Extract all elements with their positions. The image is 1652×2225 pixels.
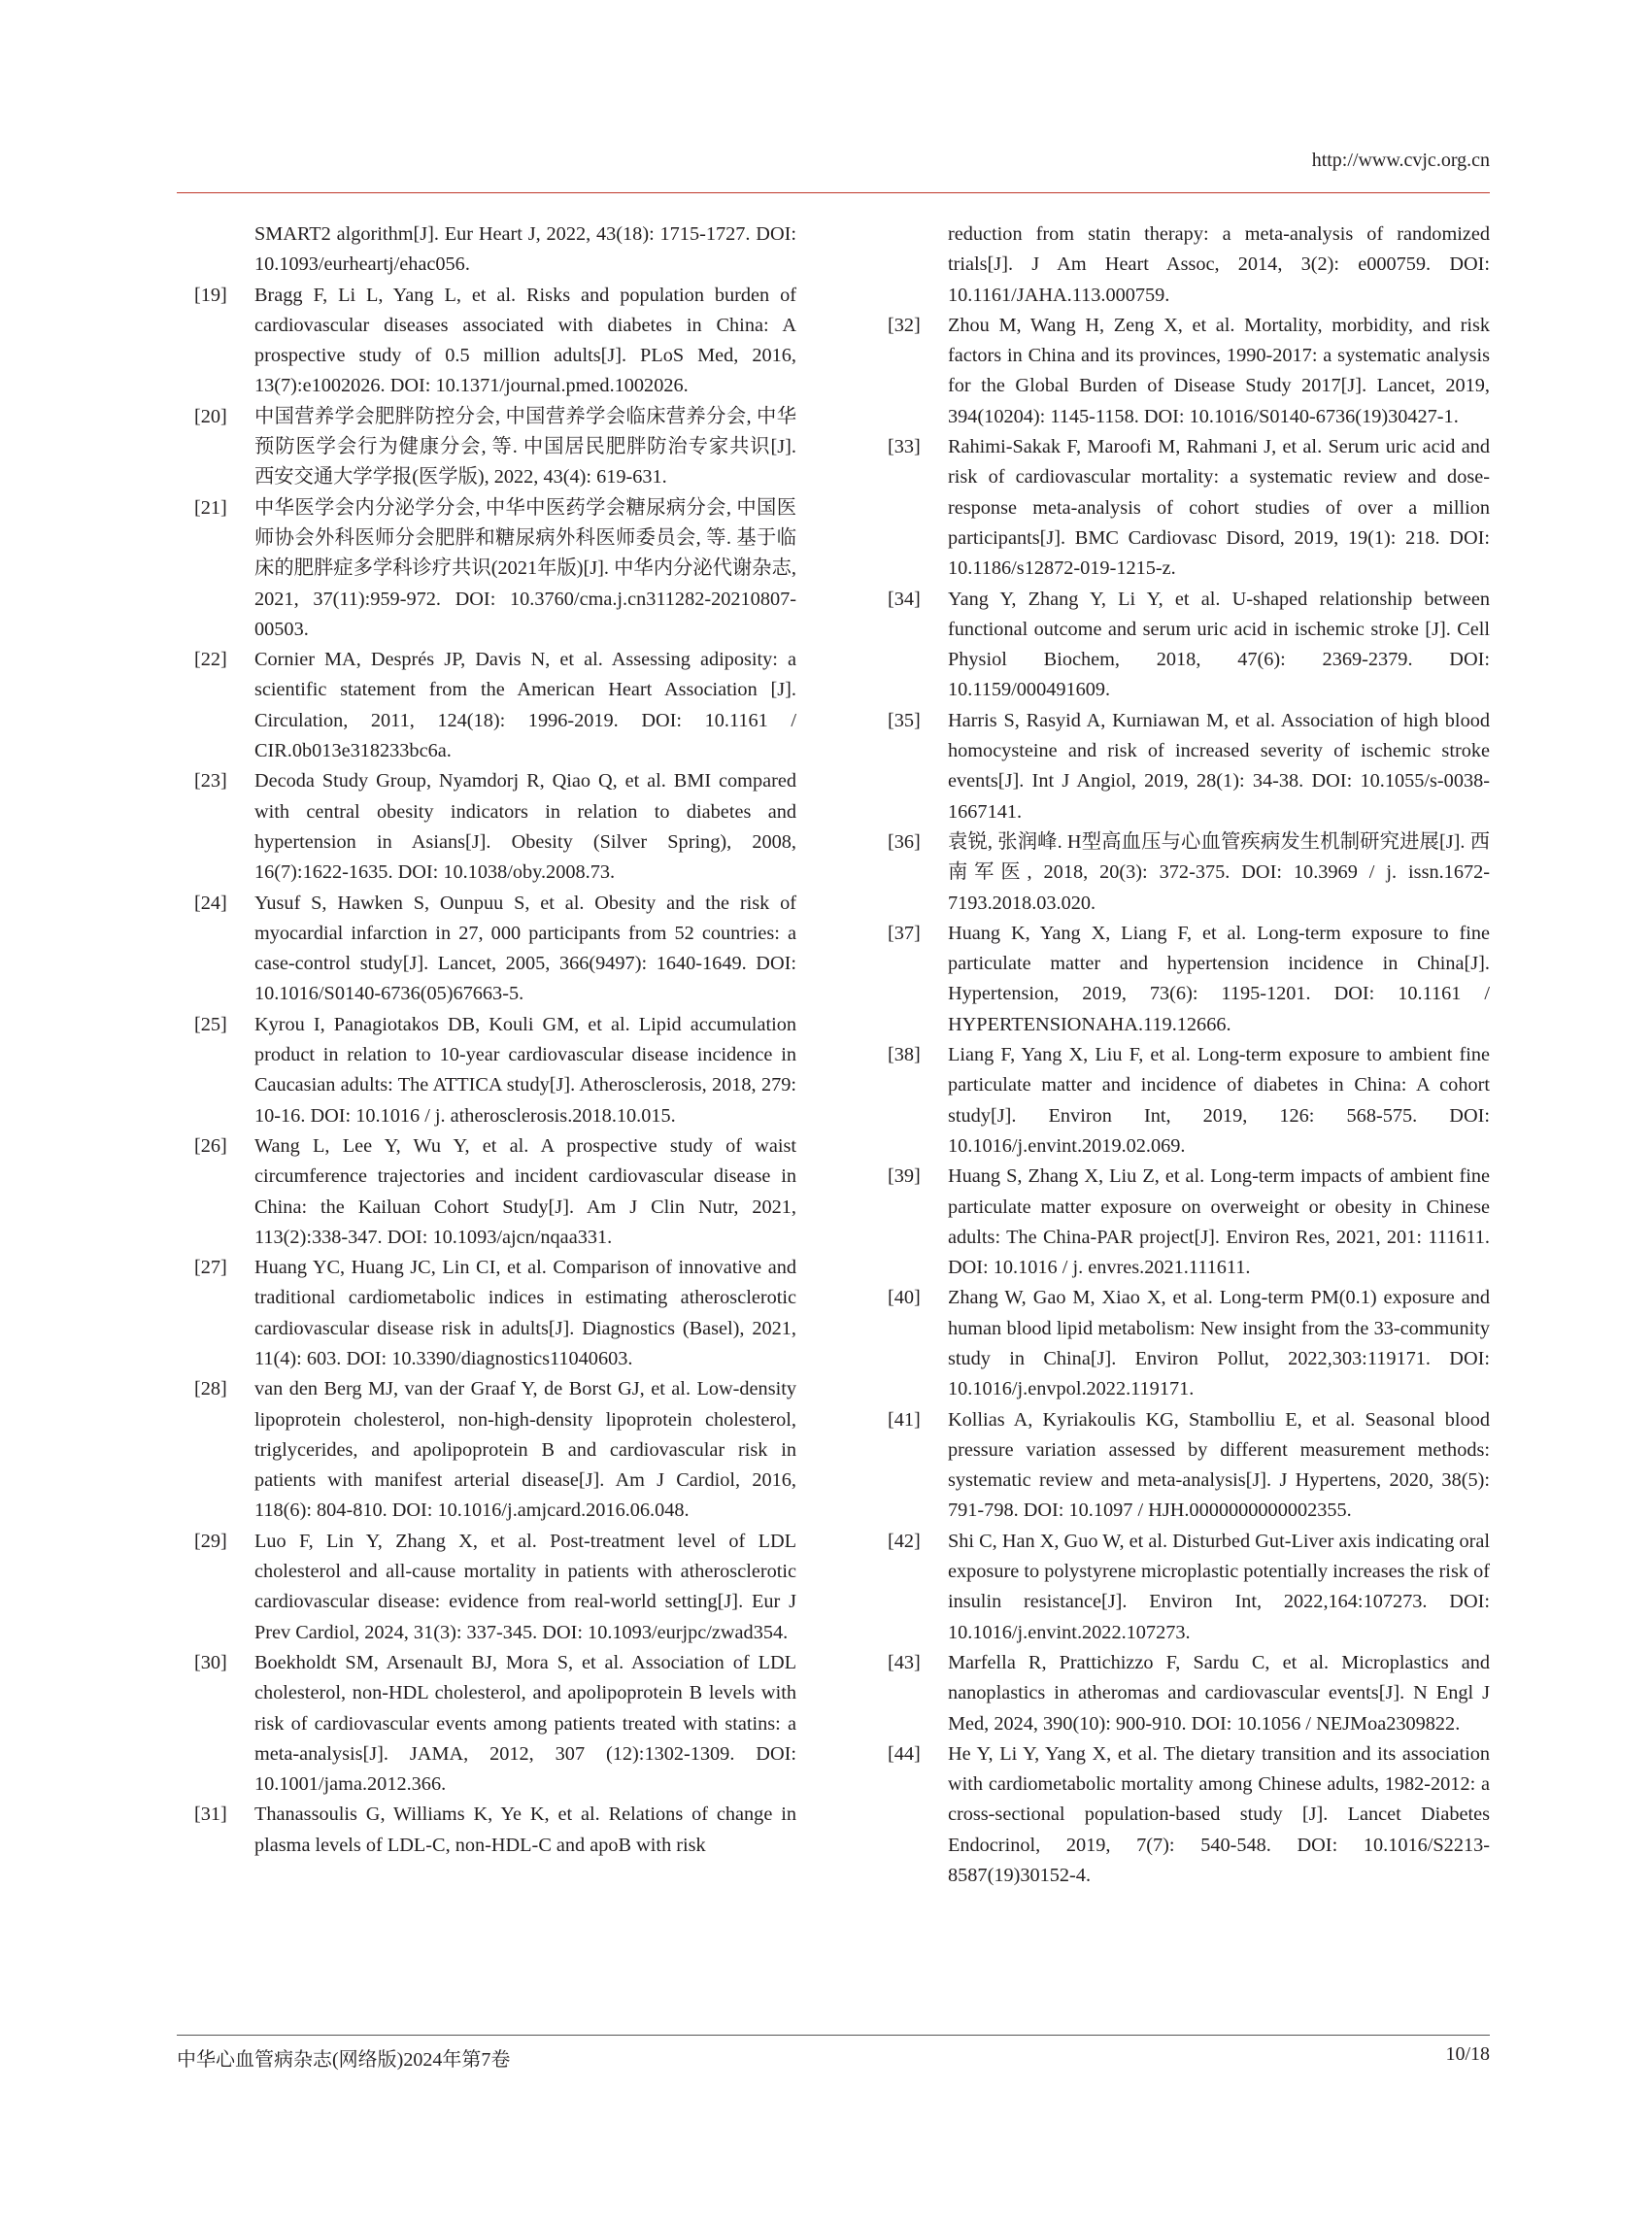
reference-number: [28] xyxy=(194,1378,227,1400)
reference-number: [21] xyxy=(194,496,227,519)
reference-item xyxy=(870,1283,1490,1404)
reference-number: [26] xyxy=(194,1134,227,1157)
reference-item xyxy=(870,1162,1490,1283)
reference-number: [27] xyxy=(194,1257,227,1279)
reference-number: [20] xyxy=(194,405,227,427)
reference-number: [30] xyxy=(194,1651,227,1673)
reference-number: [44] xyxy=(888,1742,921,1765)
reference-text: SMART2 algorithm[J]. Eur Heart J, 2022, 43(18): 1715-1727. DOI: 10.1093/eurheartj/ehac056. xyxy=(254,223,796,276)
reference-item xyxy=(177,1648,796,1800)
reference-number: [37] xyxy=(888,922,921,944)
reference-item xyxy=(870,919,1490,1040)
footer-page-number: 10/18 xyxy=(1445,2043,1490,2065)
reference-number: [23] xyxy=(194,770,227,792)
reference-text: Zhou M, Wang H, Zeng X, et al. Mortality, morbidity, and risk factors in China and its provinces, 1990-2017: a systematic analysis for the Global Burden of Disease Study 2017[J]. Lancet, 2019, 394(10204): 1145-1158. DOI: 10.1016/S0140-6736(19)30427-1. xyxy=(948,314,1490,427)
reference-text: Cornier MA, Després JP, Davis N, et al. Assessing adiposity: a scientific statement from the American Heart Association [J]. Circulation, 2011, 124(18): 1996-2019. DOI: 10.1161 / CIR.0b013e318233bc6a. xyxy=(254,649,796,762)
references-left-column xyxy=(177,219,796,1861)
reference-text: Huang S, Zhang X, Liu Z, et al. Long-term impacts of ambient fine particulate matter exposure on overweight or obesity in Chinese adults: The China-PAR project[J]. Environ Res, 2021, 201: 111611. DOI: 10.1016 / j. envres.2021.111611. xyxy=(948,1165,1490,1279)
reference-number: [42] xyxy=(888,1530,921,1552)
reference-number: [19] xyxy=(194,284,227,306)
reference-item xyxy=(177,1010,796,1131)
reference-item xyxy=(177,766,796,888)
reference-text: 中华医学会内分泌学分会, 中华中医药学会糖尿病分会, 中国医师协会外科医师分会肥胖和糖尿病外科医师委员会, 等. 基于临床的肥胖症多学科诊疗共识(2021年版)[J]. 中华内分泌代谢杂志, 2021, 37(11):959-972. DOI: 10.3760/cma.j.cn311282-20210807-00503. xyxy=(254,496,796,640)
reference-text: Marfella R, Prattichizzo F, Sardu C, et al. Microplastics and nanoplastics in atheromas and cardiovascular events[J]. N Engl J Med, 2024, 390(10): 900-910. DOI: 10.1056 / NEJMoa2309822. xyxy=(948,1651,1490,1735)
reference-text: 中国营养学会肥胖防控分会, 中国营养学会临床营养分会, 中华预防医学会行为健康分会, 等. 中国居民肥胖防治专家共识[J]. 西安交通大学学报(医学版), 2022, 43(4): 619-631. xyxy=(254,405,796,489)
reference-text: Wang L, Lee Y, Wu Y, et al. A prospective study of waist circumference trajectories and incident cardiovascular disease in China: the Kailuan Cohort Study[J]. Am J Clin Nutr, 2021, 113(2):338-347. DOI: 10.1093/ajcn/nqaa331. xyxy=(254,1134,796,1248)
reference-item xyxy=(177,402,796,493)
reference-number: [34] xyxy=(888,588,921,610)
reference-text: Yang Y, Zhang Y, Li Y, et al. U-shaped relationship between functional outcome and serum uric acid in ischemic stroke [J]. Cell Physiol Biochem, 2018, 47(6): 2369-2379. DOI: 10.1159/000491609. xyxy=(948,588,1490,701)
reference-text: Thanassoulis G, Williams K, Ye K, et al. Relations of change in plasma levels of LDL-C, non-HDL-C and apoB with risk xyxy=(254,1804,796,1856)
reference-number: [36] xyxy=(888,830,921,853)
reference-item xyxy=(177,1253,796,1374)
footer-journal-title: 中华心血管病杂志(网络版)2024年第7卷 xyxy=(177,2049,511,2071)
reference-text: reduction from statin therapy: a meta-analysis of randomized trials[J]. J Am Heart Assoc, 2014, 3(2): e000759. DOI: 10.1161/JAHA.113.000759. xyxy=(948,223,1490,306)
reference-item xyxy=(870,1405,1490,1527)
reference-item xyxy=(177,645,796,766)
header-url[interactable]: http://www.cvjc.org.cn xyxy=(1311,150,1490,171)
reference-text: 袁锐, 张润峰. H型高血压与心血管疾病发生机制研究进展[J]. 西南军医, 2018, 20(3): 372-375. DOI: 10.3969 / j. issn.1672-7193.2018.03.020. xyxy=(948,830,1490,914)
header-divider xyxy=(177,192,1490,193)
reference-item xyxy=(870,1040,1490,1162)
reference-text: Zhang W, Gao M, Xiao X, et al. Long-term PM(0.1) exposure and human blood lipid metabolism: New insight from the 33-community study in China[J]. Environ Pollut, 2022,303:119171. DOI: 10.1016/j.envpol.2022.119171. xyxy=(948,1287,1490,1400)
reference-text: Yusuf S, Hawken S, Ounpuu S, et al. Obesity and the risk of myocardial infarction in 27, 000 participants from 52 countries: a case-control study[J]. Lancet, 2005, 366(9497): 1640-1649. DOI: 10.1016/S0140-6736(05)67663-5. xyxy=(254,892,796,1005)
reference-number: [40] xyxy=(888,1287,921,1309)
reference-number: [24] xyxy=(194,892,227,914)
reference-text: van den Berg MJ, van der Graaf Y, de Borst GJ, et al. Low-density lipoprotein cholesterol, non-high-density lipoprotein cholesterol, triglycerides, and apolipoprotein B and cardiovascular risk in patients with manifest arterial disease[J]. Am J Cardiol, 2016, 118(6): 804-810. DOI: 10.1016/j.amjcard.2016.06.048. xyxy=(254,1378,796,1522)
reference-text: Shi C, Han X, Guo W, et al. Disturbed Gut-Liver axis indicating oral exposure to polystyrene microplastic potentially increases the risk of insulin resistance[J]. Environ Int, 2022,164:107273. DOI: 10.1016/j.envint.2022.107273. xyxy=(948,1530,1490,1643)
reference-item xyxy=(870,311,1490,432)
reference-text: Boekholdt SM, Arsenault BJ, Mora S, et al. Association of LDL cholesterol, non-HDL cholesterol, and apolipoprotein B levels with risk of cardiovascular events among patients treated with statins: a meta-analysis[J]. JAMA, 2012, 307 (12):1302-1309. DOI: 10.1001/jama.2012.366. xyxy=(254,1651,796,1796)
reference-item xyxy=(870,706,1490,827)
reference-number: [43] xyxy=(888,1651,921,1673)
reference-text: Liang F, Yang X, Liu F, et al. Long-term exposure to ambient fine particulate matter and incidence of diabetes in China: A cohort study[J]. Environ Int, 2019, 126: 568-575. DOI: 10.1016/j.envint.2019.02.069. xyxy=(948,1044,1490,1157)
reference-item xyxy=(870,432,1490,584)
reference-item xyxy=(177,281,796,402)
reference-number: [39] xyxy=(888,1165,921,1188)
reference-text: Kyrou I, Panagiotakos DB, Kouli GM, et al. Lipid accumulation product in relation to 10-year cardiovascular disease incidence in Caucasian adults: The ATTICA study[J]. Atherosclerosis, 2018, 279: 10-16. DOI: 10.1016 / j. atherosclerosis.2018.10.015. xyxy=(254,1013,796,1127)
reference-text: Huang YC, Huang JC, Lin CI, et al. Comparison of innovative and traditional cardiometabolic indices in estimating atherosclerotic cardiovascular disease risk in adults[J]. Diagnostics (Basel), 2021, 11(4): 603. DOI: 10.3390/diagnostics11040603. xyxy=(254,1257,796,1369)
footer-divider xyxy=(177,2035,1490,2036)
reference-item xyxy=(177,889,796,1010)
reference-item xyxy=(177,219,796,281)
reference-number: [31] xyxy=(194,1804,227,1826)
reference-text: He Y, Li Y, Yang X, et al. The dietary transition and its association with cardiometabolic mortality among Chinese adults, 1982-2012: a cross-sectional population-based study [J]. Lancet Diabetes Endocrinol, 2019, 7(7): 540-548. DOI: 10.1016/S2213-8587(19)30152-4. xyxy=(948,1742,1490,1887)
reference-text: Bragg F, Li L, Yang L, et al. Risks and population burden of cardiovascular diseases associated with diabetes in China: A prospective study of 0.5 million adults[J]. PLoS Med, 2016, 13(7):e1002026. DOI: 10.1371/journal.pmed.1002026. xyxy=(254,284,796,397)
reference-number: [25] xyxy=(194,1013,227,1035)
reference-number: [22] xyxy=(194,649,227,671)
reference-number: [32] xyxy=(888,314,921,336)
reference-item xyxy=(177,1800,796,1861)
reference-item xyxy=(177,1374,796,1526)
reference-number: [29] xyxy=(194,1530,227,1552)
reference-number: [35] xyxy=(888,709,921,731)
reference-text: Harris S, Rasyid A, Kurniawan M, et al. Association of high blood homocysteine and risk of increased severity of ischemic stroke events[J]. Int J Angiol, 2019, 28(1): 34-38. DOI: 10.1055/s-0038-1667141. xyxy=(948,709,1490,823)
reference-item xyxy=(177,1527,796,1648)
reference-item xyxy=(177,493,796,645)
reference-item xyxy=(870,1527,1490,1648)
reference-text: Rahimi-Sakak F, Maroofi M, Rahmani J, et al. Serum uric acid and risk of cardiovascular mortality: a systematic review and dose-response meta-analysis of cohort studies of over a million participants[J]. BMC Cardiovasc Disord, 2019, 19(1): 218. DOI: 10.1186/s12872-019-1215-z. xyxy=(948,436,1490,580)
reference-item xyxy=(870,585,1490,706)
reference-text: Decoda Study Group, Nyamdorj R, Qiao Q, et al. BMI compared with central obesity indicators in relation to diabetes and hypertension in Asians[J]. Obesity (Silver Spring), 2008, 16(7):1622-1635. DOI: 10.1038/oby.2008.73. xyxy=(254,770,796,884)
reference-item xyxy=(870,1648,1490,1739)
reference-text: Huang K, Yang X, Liang F, et al. Long-term exposure to fine particulate matter and hypertension incidence in China[J]. Hypertension, 2019, 73(6): 1195-1201. DOI: 10.1161 / HYPERTENSIONAHA.119.12666. xyxy=(948,922,1490,1035)
reference-number: [41] xyxy=(888,1408,921,1431)
reference-item xyxy=(870,827,1490,919)
reference-number: [38] xyxy=(888,1044,921,1066)
reference-item xyxy=(177,1131,796,1253)
reference-item xyxy=(870,219,1490,311)
reference-text: Luo F, Lin Y, Zhang X, et al. Post-treatment level of LDL cholesterol and all-cause mortality in patients with atherosclerotic cardiovascular disease: evidence from real-world setting[J]. Eur J Prev Cardiol, 2024, 31(3): 337-345. DOI: 10.1093/eurjpc/zwad354. xyxy=(254,1530,796,1643)
reference-number: [33] xyxy=(888,436,921,458)
references-right-column xyxy=(870,219,1490,1891)
reference-text: Kollias A, Kyriakoulis KG, Stambolliu E, et al. Seasonal blood pressure variation assessed by different measurement methods: systematic review and meta-analysis[J]. J Hypertens, 2020, 38(5): 791-798. DOI: 10.1097 / HJH.0000000000002355. xyxy=(948,1408,1490,1522)
reference-item xyxy=(870,1739,1490,1891)
